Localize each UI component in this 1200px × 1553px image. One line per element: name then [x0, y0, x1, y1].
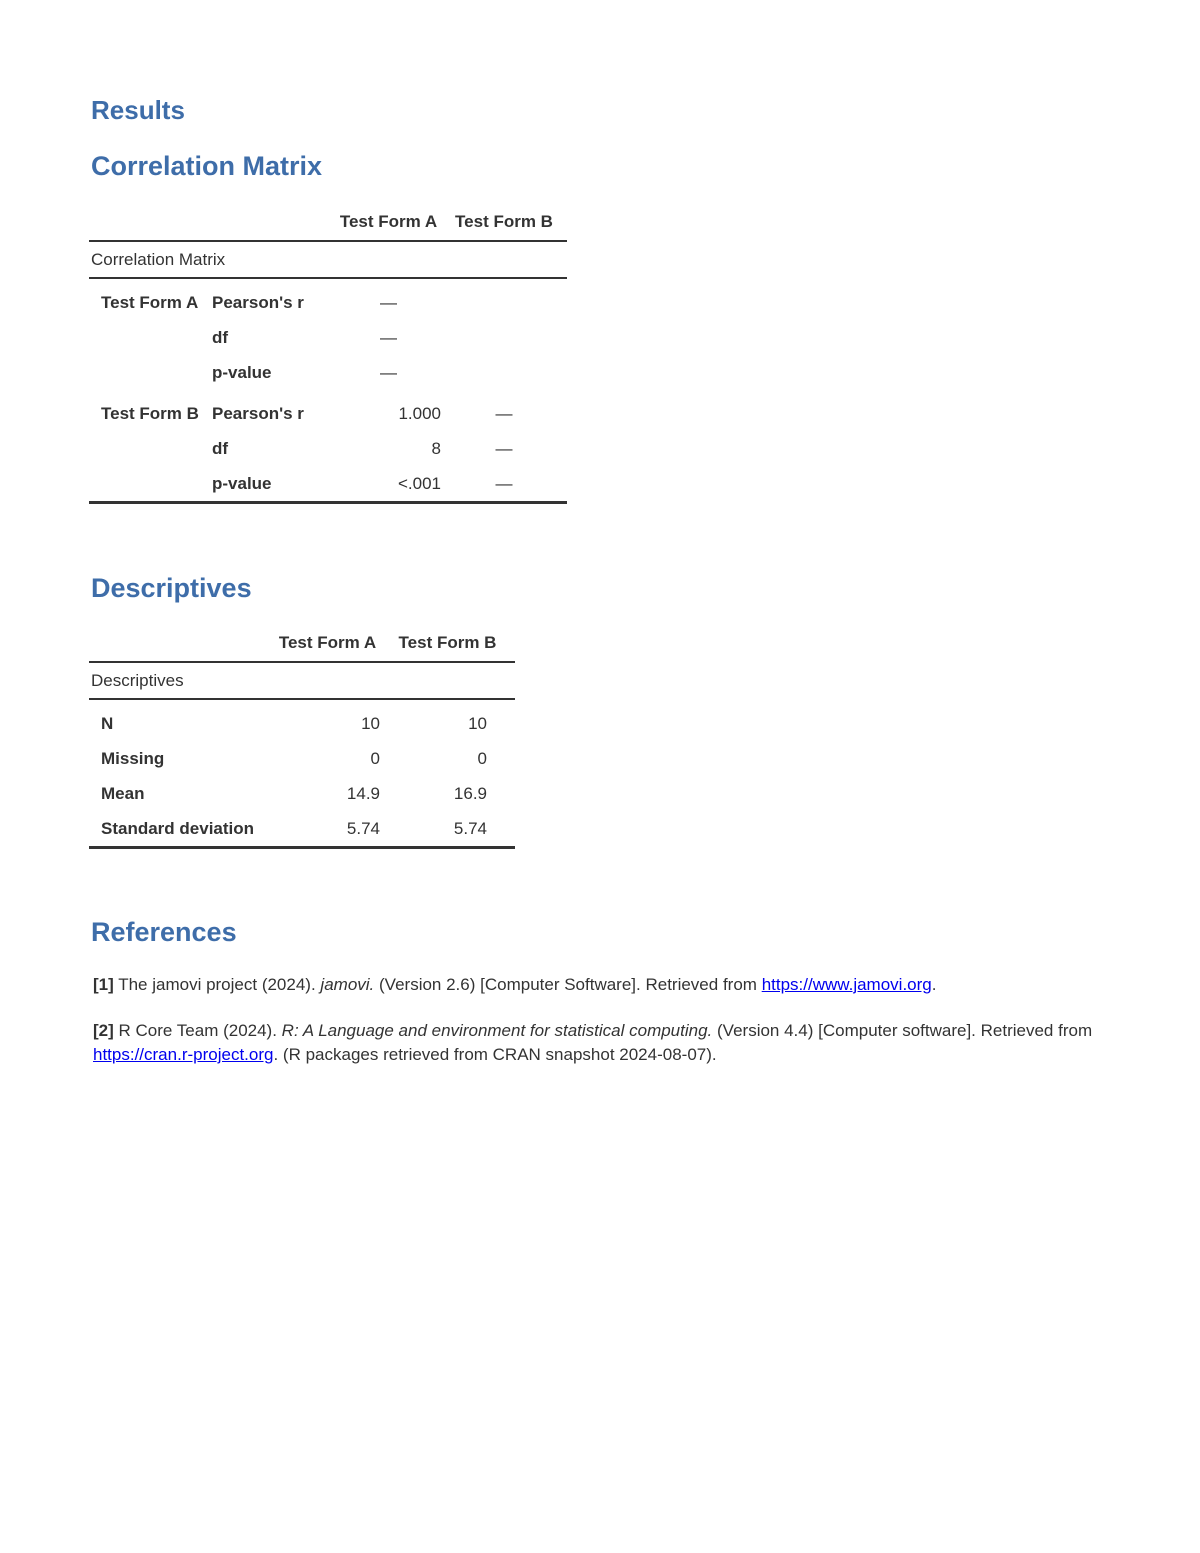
reference-number: [2] [93, 1021, 114, 1040]
cell-value [441, 278, 567, 320]
table-row [89, 278, 567, 320]
cell-value [441, 320, 567, 355]
column-header-test-form-a: Test Form A [275, 625, 380, 662]
results-heading: Results [91, 95, 185, 125]
row-label: N [101, 713, 114, 733]
variable-label-empty [89, 466, 212, 503]
header-empty [89, 625, 275, 662]
stat-label: p-value [212, 362, 272, 382]
table-row [89, 466, 567, 503]
column-header-test-form-a: Test Form A [336, 204, 441, 241]
cell-value: 10 [468, 713, 487, 733]
table-row [89, 431, 567, 466]
table-row [89, 776, 515, 811]
cell-value: 14.9 [346, 783, 380, 803]
cell-value: — [380, 362, 397, 382]
cell-value: 10 [361, 713, 380, 733]
column-header-test-form-b: Test Form B [380, 625, 515, 662]
correlation-matrix-heading: Correlation Matrix [91, 151, 323, 181]
reference-tail: . (R packages retrieved from CRAN snapshot 2024-08-07). [273, 1045, 717, 1064]
stat-label: p-value [212, 466, 336, 503]
header-empty [212, 204, 336, 241]
row-label: Missing [101, 748, 165, 768]
table-row [89, 699, 515, 741]
row-label: Standard deviation [89, 811, 275, 848]
cell-value: — [495, 438, 513, 458]
variable-label-empty [89, 320, 212, 355]
cell-value: 1.000 [398, 403, 441, 423]
table-super-header: Correlation Matrix [89, 241, 567, 278]
reference-link[interactable]: https://www.jamovi.org [761, 975, 932, 994]
variable-label: Test Form A [101, 292, 199, 312]
descriptives-table [89, 625, 515, 849]
correlation-matrix-table [89, 204, 567, 504]
table-row [89, 741, 515, 776]
table-row [89, 355, 567, 390]
cell-value: — [441, 466, 567, 503]
cell-value: — [495, 403, 513, 423]
reference-number: [1] [93, 975, 114, 994]
reference-details: (Version 2.6) [Computer Software]. Retrieved from [379, 975, 757, 994]
table-row [89, 396, 567, 431]
reference-authors: R Core Team (2024). [118, 1021, 277, 1040]
reference-details: (Version 4.4) [Computer software]. Retrieved from [717, 1021, 1093, 1040]
stat-label: df [212, 327, 229, 347]
cell-value: 0 [477, 748, 487, 768]
column-header-test-form-b: Test Form B [441, 204, 567, 241]
cell-value: 5.74 [275, 811, 380, 848]
cell-value: 5.74 [380, 811, 515, 848]
stat-label: Pearson's r [212, 292, 304, 312]
cell-value: 0 [370, 748, 380, 768]
table-super-header: Descriptives [89, 662, 515, 699]
reference-title: R: A Language and environment for statistical computing. [281, 1021, 713, 1040]
stat-label: df [212, 438, 229, 458]
reference-item [93, 973, 1123, 997]
variable-label: Test Form B [101, 403, 199, 423]
row-label: Mean [101, 783, 145, 803]
reference-authors: The jamovi project (2024). [118, 975, 316, 994]
reference-tail: . [931, 975, 937, 994]
variable-label-empty [89, 355, 212, 390]
table-row [89, 320, 567, 355]
references-heading: References [91, 917, 237, 947]
reference-title: jamovi. [320, 975, 375, 994]
cell-value: <.001 [336, 466, 441, 503]
cell-value: — [380, 327, 397, 347]
variable-label-empty [89, 431, 212, 466]
table-header-row [89, 204, 567, 241]
cell-value: 16.9 [453, 783, 487, 803]
table-super-header-row [89, 241, 567, 278]
table-header-row [89, 625, 515, 662]
table-super-header-row [89, 662, 515, 699]
reference-link[interactable]: https://cran.r-project.org [93, 1045, 274, 1064]
stat-label: Pearson's r [212, 403, 304, 423]
cell-value: — [380, 292, 397, 312]
cell-value: 8 [431, 438, 441, 458]
descriptives-heading: Descriptives [91, 573, 252, 603]
header-empty [89, 204, 212, 241]
reference-item [93, 1019, 1123, 1067]
table-row [89, 811, 515, 848]
cell-value [441, 355, 567, 390]
